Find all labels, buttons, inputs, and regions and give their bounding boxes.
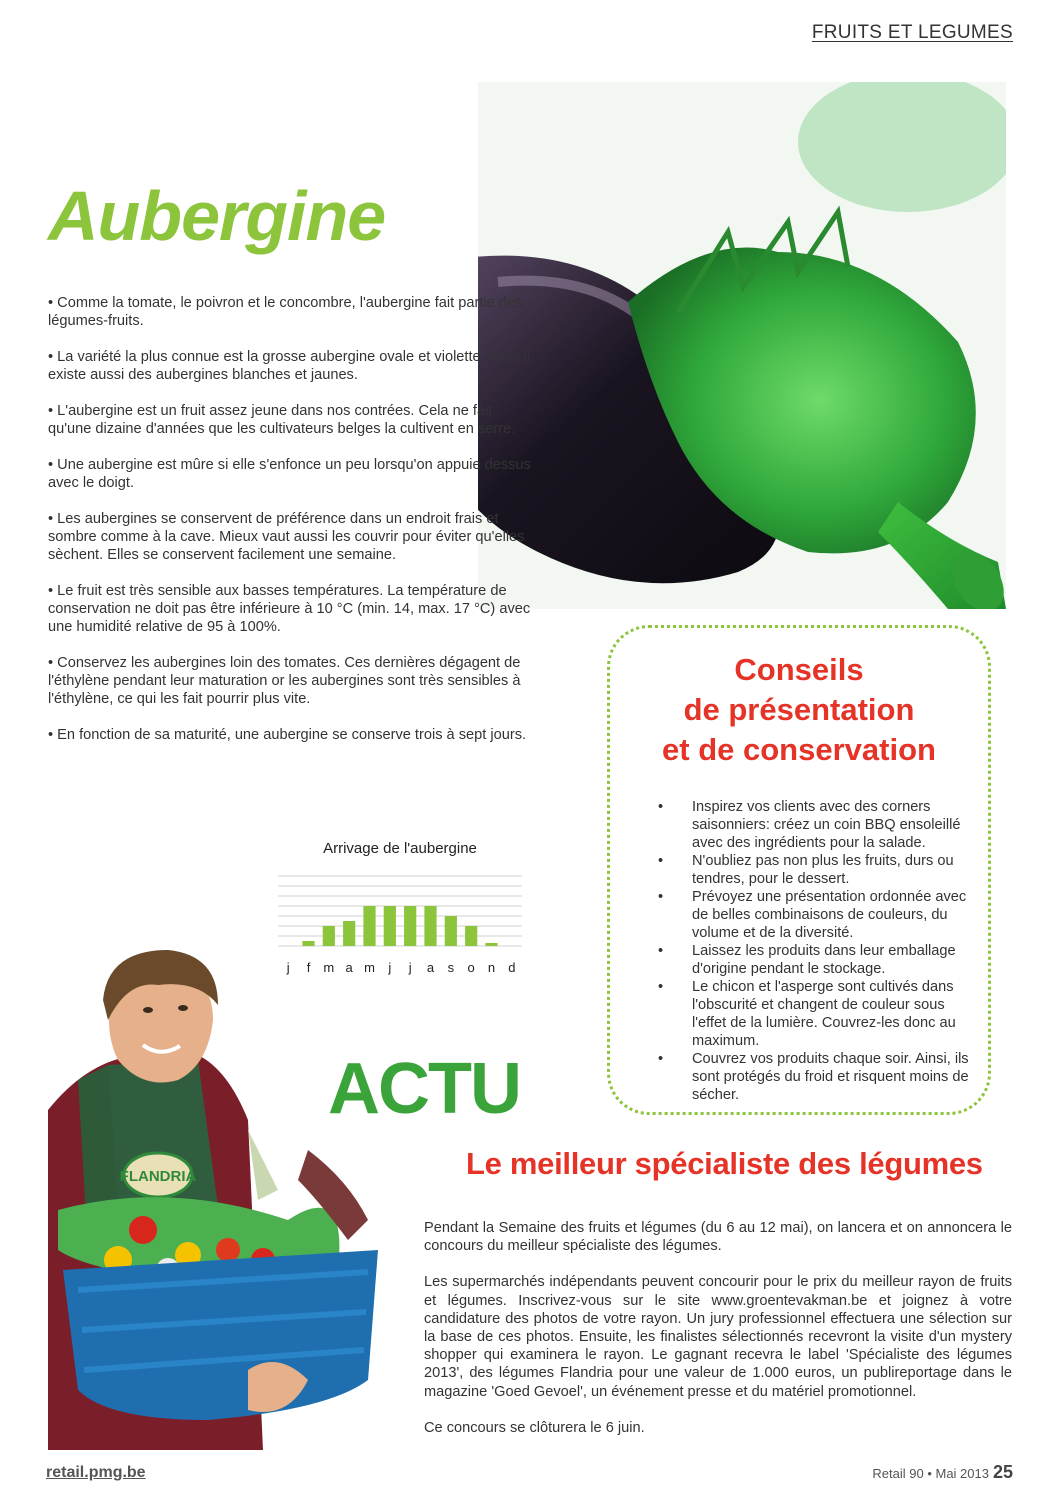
chart-tick-label: j [408,960,412,975]
eggplant-photo [478,82,1006,609]
news-title: Le meilleur spécialiste des légumes [466,1146,983,1181]
bullet-paragraph: • L'aubergine est un fruit assez jeune dans nos contrées. Cela ne fait qu'une dizaine d'années que les cultivateurs belges la cultivent en serre. [48,402,516,438]
chart-tick-label: m [364,960,375,975]
news-kicker: ACTU [328,1049,520,1129]
tips-title-line: de présentation [683,692,915,727]
bullet-paragraph: • Comme la tomate, le poivron et le concombre, l'aubergine fait partie des légumes-fruits. [48,295,523,330]
tips-title-line: et de conservation [662,732,936,767]
bullet-paragraph: • Le fruit est très sensible aux basses températures. La température de conservation ne doit pas être inférieure à 10 °C (min. 14, max. 17 °C) avec une humidité relative de 95 à 100%. [48,582,531,636]
page-number: 25 [992,1462,1013,1482]
news-body [424,1219,1012,1455]
news-paragraph: Les supermarchés indépendants peuvent concourir pour le prix du meilleur rayon de fruits et légumes. Inscrivez-vous sur le site www.groentevakman.be et joignez à votre candidature des photos de votre rayon. Un jury professionnel effectuera une sélection sur la base de ces photos. Ensuite, les finalistes sélectionnés recevront la visite d'un mystery shopper qui examinera le rayon. Le gagnant recevra le label 'Spécialiste des légumes 2013', des légumes Flandria pour une valeur de 1.000 euros, un publireportage dans le magazine 'Goed Gevoel', un événement presse et du matériel promotionnel. [424,1274,1012,1400]
tip-item: • Laissez les produits dans leur emballage d'origine pendant le stockage. [648,942,978,978]
bullet-paragraph: • Conservez les aubergines loin des tomates. Ces dernières dégagent de l'éthylène pendant leur maturation or les aubergines sont très sensibles à l'éthylène, ce qui les fait pourrir plus vite. [48,654,521,708]
chart-tick-label: n [487,960,496,975]
chart-tick-label: a [345,960,353,975]
chart-bar [363,906,375,946]
chart-tick-label: o [467,960,475,975]
chart-bar [343,921,355,946]
bullet-paragraph: • En fonction de sa maturité, une aubergine se conserve trois à sept jours. [48,726,527,743]
chart-bar [465,926,477,946]
chart-bar [302,941,314,946]
chart-bar [485,943,497,946]
greengrocer-photo [48,950,408,1450]
tip-item: • Inspirez vos clients avec des corners saisonniers: créez un coin BBQ ensoleillé avec des ingrédients pour la salade. [648,798,978,852]
tips-list [648,798,978,1104]
bullet-paragraph: • La variété la plus connue est la grosse aubergine ovale et violette, mais il existe aussi des aubergines blanches et jaunes. [48,348,531,384]
chart-bar [445,916,457,946]
issue-label: Retail 90 • Mai 2013 [872,1466,989,1481]
chart-tick-label: j [388,960,392,975]
chart-tick-label: f [306,960,311,975]
news-paragraph: Ce concours se clôturera le 6 juin. [424,1419,645,1436]
chart-tick-label: j [286,960,290,975]
chart-bar [384,906,396,946]
article-title: Aubergine [48,177,386,255]
chart-tick-label: a [426,960,435,975]
footer-site-link[interactable]: retail.pmg.be [46,1464,146,1481]
tip-item: • Prévoyez une présentation ordonnée avec de belles combinaisons de couleurs, du volume et de la diversité. [648,888,978,942]
bullet-paragraph: • Les aubergines se conservent de préférence dans un endroit frais et sombre comme à la cave. Mieux vaut aussi les couvrir pour éviter qu'elles sèchent. Elles se conservent facilement une semaine. [48,510,525,564]
tips-box [607,625,991,1115]
news-paragraph: Pendant la Semaine des fruits et légumes (du 6 au 12 mai), on lancera et on annoncera le concours du meilleur spécialiste des légumes. [424,1220,1012,1255]
chart-bar [404,906,416,946]
footer-issue [872,1462,1013,1483]
tips-title-line: Conseils [734,652,864,687]
eggplant-illustration [478,82,1006,609]
bullet-paragraph: • Une aubergine est mûre si elle s'enfonce un peu lorsqu'on appuie dessus avec le doigt. [48,456,531,491]
chart-tick-label: s [447,960,455,975]
chart-bar [424,906,436,946]
chart-bar [323,926,335,946]
chart-tick-label: d [508,960,516,975]
greengrocer-illustration [48,950,408,1450]
tip-item: • Le chicon et l'asperge sont cultivés dans l'obscurité et changent de couleur sous l'effet de la lumière. Couvrez-les donc au maximum. [648,978,978,1050]
section-header: FRUITS ET LEGUMES [811,22,1013,43]
tip-item: • N'oubliez pas non plus les fruits, durs ou tendres, pour le dessert. [648,852,978,888]
apron-logo: FLANDRIA [119,1168,197,1185]
chart-tick-label: m [323,960,335,975]
chart-title: Arrivage de l'aubergine [323,840,477,857]
tip-item: • Couvrez vos produits chaque soir. Ainsi, ils sont protégés du froid et risquent moins de sécher. [648,1050,978,1104]
article-bullets [48,294,538,762]
